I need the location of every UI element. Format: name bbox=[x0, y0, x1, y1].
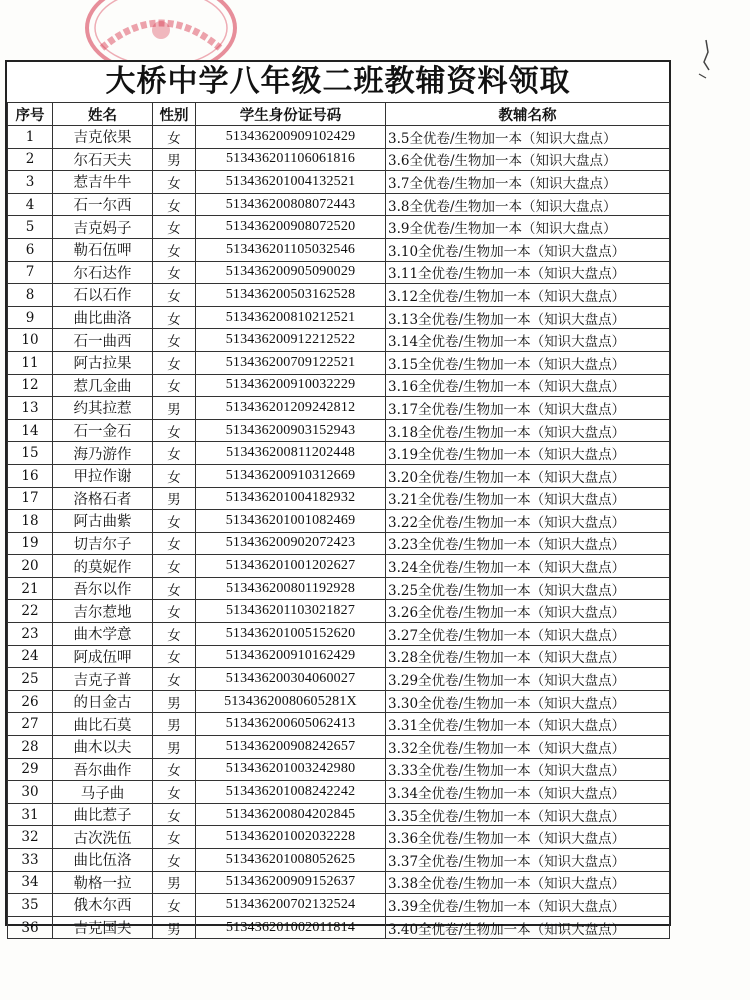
cell-index: 16 bbox=[8, 464, 53, 487]
cell-name: 曲木以夫 bbox=[53, 736, 153, 759]
table-row bbox=[8, 148, 670, 171]
cell-name: 尔石达作 bbox=[53, 261, 153, 284]
table-row bbox=[8, 577, 670, 600]
cell-index: 18 bbox=[8, 510, 53, 533]
cell-id-number: 513436201004132521 bbox=[196, 171, 386, 194]
cell-material: 3.21全优卷/生物加一本（知识大盘点） bbox=[386, 487, 670, 510]
table-row bbox=[8, 871, 670, 894]
cell-gender: 男 bbox=[153, 871, 196, 894]
cell-index: 10 bbox=[8, 329, 53, 352]
cell-id-number: 513436201004182932 bbox=[196, 487, 386, 510]
cell-material: 3.33全优卷/生物加一本（知识大盘点） bbox=[386, 758, 670, 781]
table-row bbox=[8, 916, 670, 939]
cell-name: 洛格石者 bbox=[53, 487, 153, 510]
cell-name: 曲比伍洛 bbox=[53, 849, 153, 872]
table-row bbox=[8, 758, 670, 781]
table-row bbox=[8, 306, 670, 329]
cell-gender: 男 bbox=[153, 690, 196, 713]
cell-index: 13 bbox=[8, 397, 53, 420]
cell-id-number: 513436201005152620 bbox=[196, 623, 386, 646]
cell-index: 3 bbox=[8, 171, 53, 194]
cell-name: 阿古拉果 bbox=[53, 351, 153, 374]
cell-material: 3.7全优卷/生物加一本（知识大盘点） bbox=[386, 171, 670, 194]
cell-material: 3.11全优卷/生物加一本（知识大盘点） bbox=[386, 261, 670, 284]
cell-gender: 女 bbox=[153, 238, 196, 261]
cell-id-number: 513436201008052625 bbox=[196, 849, 386, 872]
cell-id-number: 513436200910312669 bbox=[196, 464, 386, 487]
cell-gender: 男 bbox=[153, 916, 196, 939]
cell-name: 俄木尔西 bbox=[53, 894, 153, 917]
table-row bbox=[8, 668, 670, 691]
cell-id-number: 513436201103021827 bbox=[196, 600, 386, 623]
cell-gender: 女 bbox=[153, 668, 196, 691]
table-row bbox=[8, 193, 670, 216]
cell-name: 吾尔曲作 bbox=[53, 758, 153, 781]
cell-id-number: 513436201001082469 bbox=[196, 510, 386, 533]
table-row bbox=[8, 849, 670, 872]
cell-name: 曲比石莫 bbox=[53, 713, 153, 736]
cell-gender: 男 bbox=[153, 487, 196, 510]
cell-id-number: 513436200912212522 bbox=[196, 329, 386, 352]
cell-material: 3.25全优卷/生物加一本（知识大盘点） bbox=[386, 577, 670, 600]
cell-material: 3.39全优卷/生物加一本（知识大盘点） bbox=[386, 894, 670, 917]
cell-id-number: 513436200909152637 bbox=[196, 871, 386, 894]
table-row bbox=[8, 374, 670, 397]
cell-index: 17 bbox=[8, 487, 53, 510]
cell-material: 3.31全优卷/生物加一本（知识大盘点） bbox=[386, 713, 670, 736]
cell-index: 25 bbox=[8, 668, 53, 691]
cell-material: 3.9全优卷/生物加一本（知识大盘点） bbox=[386, 216, 670, 239]
cell-index: 9 bbox=[8, 306, 53, 329]
cell-gender: 女 bbox=[153, 623, 196, 646]
cell-id-number: 513436200810212521 bbox=[196, 306, 386, 329]
header-id-number: 学生身份证号码 bbox=[196, 103, 386, 126]
table-row bbox=[8, 690, 670, 713]
cell-gender: 男 bbox=[153, 397, 196, 420]
cell-name: 的莫妮作 bbox=[53, 555, 153, 578]
cell-gender: 女 bbox=[153, 284, 196, 307]
ink-mark bbox=[696, 38, 716, 88]
cell-id-number: 513436201002032228 bbox=[196, 826, 386, 849]
cell-index: 34 bbox=[8, 871, 53, 894]
cell-name: 切吉尔子 bbox=[53, 532, 153, 555]
cell-id-number: 513436200909102429 bbox=[196, 126, 386, 149]
header-row bbox=[8, 103, 670, 126]
cell-material: 3.35全优卷/生物加一本（知识大盘点） bbox=[386, 803, 670, 826]
cell-index: 31 bbox=[8, 803, 53, 826]
cell-index: 23 bbox=[8, 623, 53, 646]
table-row bbox=[8, 487, 670, 510]
table-row bbox=[8, 126, 670, 149]
table-row bbox=[8, 713, 670, 736]
cell-gender: 女 bbox=[153, 419, 196, 442]
cell-name: 石一曲西 bbox=[53, 329, 153, 352]
cell-gender: 女 bbox=[153, 894, 196, 917]
table-row bbox=[8, 464, 670, 487]
cell-index: 33 bbox=[8, 849, 53, 872]
cell-material: 3.19全优卷/生物加一本（知识大盘点） bbox=[386, 442, 670, 465]
cell-index: 2 bbox=[8, 148, 53, 171]
cell-name: 的日金古 bbox=[53, 690, 153, 713]
cell-name: 尔石天夫 bbox=[53, 148, 153, 171]
cell-id-number: 51343620080605281X bbox=[196, 690, 386, 713]
cell-gender: 女 bbox=[153, 803, 196, 826]
cell-id-number: 513436201209242812 bbox=[196, 397, 386, 420]
cell-name: 曲比惹子 bbox=[53, 803, 153, 826]
cell-gender: 女 bbox=[153, 532, 196, 555]
table-row bbox=[8, 645, 670, 668]
cell-index: 15 bbox=[8, 442, 53, 465]
cell-name: 石以石作 bbox=[53, 284, 153, 307]
cell-material: 3.38全优卷/生物加一本（知识大盘点） bbox=[386, 871, 670, 894]
cell-name: 吾尔以作 bbox=[53, 577, 153, 600]
cell-gender: 女 bbox=[153, 758, 196, 781]
cell-material: 3.17全优卷/生物加一本（知识大盘点） bbox=[386, 397, 670, 420]
cell-index: 11 bbox=[8, 351, 53, 374]
cell-material: 3.5全优卷/生物加一本（知识大盘点） bbox=[386, 126, 670, 149]
cell-material: 3.22全优卷/生物加一本（知识大盘点） bbox=[386, 510, 670, 533]
cell-material: 3.32全优卷/生物加一本（知识大盘点） bbox=[386, 736, 670, 759]
cell-name: 吉克子普 bbox=[53, 668, 153, 691]
cell-name: 马子曲 bbox=[53, 781, 153, 804]
table-row bbox=[8, 351, 670, 374]
table-row bbox=[8, 555, 670, 578]
table-row bbox=[8, 419, 670, 442]
cell-material: 3.34全优卷/生物加一本（知识大盘点） bbox=[386, 781, 670, 804]
cell-index: 24 bbox=[8, 645, 53, 668]
table-frame bbox=[5, 60, 671, 938]
cell-id-number: 513436200702132524 bbox=[196, 894, 386, 917]
cell-index: 20 bbox=[8, 555, 53, 578]
cell-gender: 女 bbox=[153, 510, 196, 533]
cell-material: 3.37全优卷/生物加一本（知识大盘点） bbox=[386, 849, 670, 872]
document-title: 大桥中学八年级二班教辅资料领取 bbox=[105, 64, 571, 99]
cell-material: 3.27全优卷/生物加一本（知识大盘点） bbox=[386, 623, 670, 646]
roster-table bbox=[7, 102, 670, 939]
cell-id-number: 513436200910032229 bbox=[196, 374, 386, 397]
cell-material: 3.29全优卷/生物加一本（知识大盘点） bbox=[386, 668, 670, 691]
cell-index: 21 bbox=[8, 577, 53, 600]
cell-id-number: 513436200709122521 bbox=[196, 351, 386, 374]
cell-gender: 女 bbox=[153, 464, 196, 487]
cell-material: 3.13全优卷/生物加一本（知识大盘点） bbox=[386, 306, 670, 329]
cell-id-number: 513436200908072520 bbox=[196, 216, 386, 239]
cell-material: 3.10全优卷/生物加一本（知识大盘点） bbox=[386, 238, 670, 261]
cell-gender: 女 bbox=[153, 442, 196, 465]
cell-index: 7 bbox=[8, 261, 53, 284]
cell-gender: 男 bbox=[153, 713, 196, 736]
cell-index: 32 bbox=[8, 826, 53, 849]
header-gender: 性别 bbox=[153, 103, 196, 126]
cell-index: 28 bbox=[8, 736, 53, 759]
cell-material: 3.8全优卷/生物加一本（知识大盘点） bbox=[386, 193, 670, 216]
cell-gender: 女 bbox=[153, 329, 196, 352]
cell-material: 3.28全优卷/生物加一本（知识大盘点） bbox=[386, 645, 670, 668]
cell-material: 3.23全优卷/生物加一本（知识大盘点） bbox=[386, 532, 670, 555]
table-row bbox=[8, 261, 670, 284]
cell-gender: 女 bbox=[153, 849, 196, 872]
cell-material: 3.18全优卷/生物加一本（知识大盘点） bbox=[386, 419, 670, 442]
cell-gender: 女 bbox=[153, 193, 196, 216]
cell-id-number: 513436200902072423 bbox=[196, 532, 386, 555]
cell-name: 阿古曲紫 bbox=[53, 510, 153, 533]
header-name: 姓名 bbox=[53, 103, 153, 126]
cell-index: 29 bbox=[8, 758, 53, 781]
cell-gender: 女 bbox=[153, 577, 196, 600]
cell-name: 勒石伍呷 bbox=[53, 238, 153, 261]
cell-id-number: 513436201003242980 bbox=[196, 758, 386, 781]
cell-id-number: 513436200804202845 bbox=[196, 803, 386, 826]
cell-material: 3.14全优卷/生物加一本（知识大盘点） bbox=[386, 329, 670, 352]
cell-material: 3.16全优卷/生物加一本（知识大盘点） bbox=[386, 374, 670, 397]
cell-name: 约其拉惹 bbox=[53, 397, 153, 420]
cell-gender: 女 bbox=[153, 781, 196, 804]
cell-id-number: 513436200503162528 bbox=[196, 284, 386, 307]
cell-id-number: 513436201008242242 bbox=[196, 781, 386, 804]
cell-material: 3.36全优卷/生物加一本（知识大盘点） bbox=[386, 826, 670, 849]
cell-name: 惹吉牛牛 bbox=[53, 171, 153, 194]
table-row bbox=[8, 532, 670, 555]
cell-name: 阿成伍呷 bbox=[53, 645, 153, 668]
cell-material: 3.6全优卷/生物加一本（知识大盘点） bbox=[386, 148, 670, 171]
cell-name: 勒格一拉 bbox=[53, 871, 153, 894]
header-index: 序号 bbox=[8, 103, 53, 126]
cell-gender: 女 bbox=[153, 600, 196, 623]
cell-material: 3.15全优卷/生物加一本（知识大盘点） bbox=[386, 351, 670, 374]
table-row bbox=[8, 216, 670, 239]
cell-name: 惹几金曲 bbox=[53, 374, 153, 397]
cell-id-number: 513436200903152943 bbox=[196, 419, 386, 442]
cell-id-number: 513436201106061816 bbox=[196, 148, 386, 171]
cell-name: 古次洗伍 bbox=[53, 826, 153, 849]
cell-index: 26 bbox=[8, 690, 53, 713]
table-row bbox=[8, 397, 670, 420]
table-row bbox=[8, 442, 670, 465]
cell-index: 5 bbox=[8, 216, 53, 239]
table-row bbox=[8, 238, 670, 261]
cell-material: 3.24全优卷/生物加一本（知识大盘点） bbox=[386, 555, 670, 578]
cell-gender: 女 bbox=[153, 351, 196, 374]
cell-id-number: 513436201001202627 bbox=[196, 555, 386, 578]
cell-id-number: 513436201002011814 bbox=[196, 916, 386, 939]
cell-index: 4 bbox=[8, 193, 53, 216]
cell-material: 3.20全优卷/生物加一本（知识大盘点） bbox=[386, 464, 670, 487]
cell-gender: 女 bbox=[153, 126, 196, 149]
cell-name: 吉克妈子 bbox=[53, 216, 153, 239]
cell-material: 3.12全优卷/生物加一本（知识大盘点） bbox=[386, 284, 670, 307]
cell-id-number: 513436200605062413 bbox=[196, 713, 386, 736]
cell-index: 1 bbox=[8, 126, 53, 149]
cell-gender: 女 bbox=[153, 171, 196, 194]
cell-id-number: 513436200304060027 bbox=[196, 668, 386, 691]
cell-index: 19 bbox=[8, 532, 53, 555]
table-row bbox=[8, 803, 670, 826]
cell-material: 3.40全优卷/生物加一本（知识大盘点） bbox=[386, 916, 670, 939]
cell-gender: 女 bbox=[153, 645, 196, 668]
cell-index: 6 bbox=[8, 238, 53, 261]
cell-index: 14 bbox=[8, 419, 53, 442]
cell-id-number: 513436200908242657 bbox=[196, 736, 386, 759]
table-row bbox=[8, 510, 670, 533]
cell-id-number: 513436200910162429 bbox=[196, 645, 386, 668]
cell-index: 27 bbox=[8, 713, 53, 736]
cell-material: 3.30全优卷/生物加一本（知识大盘点） bbox=[386, 690, 670, 713]
cell-name: 吉克国夫 bbox=[53, 916, 153, 939]
cell-name: 石一金石 bbox=[53, 419, 153, 442]
cell-id-number: 513436200801192928 bbox=[196, 577, 386, 600]
cell-id-number: 513436200905090029 bbox=[196, 261, 386, 284]
cell-name: 甲拉作谢 bbox=[53, 464, 153, 487]
cell-name: 吉尔惹地 bbox=[53, 600, 153, 623]
cell-id-number: 513436200808072443 bbox=[196, 193, 386, 216]
table-row bbox=[8, 329, 670, 352]
cell-gender: 女 bbox=[153, 826, 196, 849]
table-row bbox=[8, 826, 670, 849]
header-material: 教辅名称 bbox=[386, 103, 670, 126]
cell-index: 12 bbox=[8, 374, 53, 397]
cell-index: 30 bbox=[8, 781, 53, 804]
cell-gender: 女 bbox=[153, 374, 196, 397]
cell-name: 曲比曲洛 bbox=[53, 306, 153, 329]
cell-id-number: 513436201105032546 bbox=[196, 238, 386, 261]
cell-name: 石一尔西 bbox=[53, 193, 153, 216]
cell-index: 36 bbox=[8, 916, 53, 939]
cell-gender: 女 bbox=[153, 306, 196, 329]
table-row bbox=[8, 894, 670, 917]
cell-material: 3.26全优卷/生物加一本（知识大盘点） bbox=[386, 600, 670, 623]
table-row bbox=[8, 736, 670, 759]
cell-name: 曲木学意 bbox=[53, 623, 153, 646]
cell-gender: 男 bbox=[153, 148, 196, 171]
cell-index: 8 bbox=[8, 284, 53, 307]
table-row bbox=[8, 171, 670, 194]
cell-name: 吉克依果 bbox=[53, 126, 153, 149]
cell-index: 35 bbox=[8, 894, 53, 917]
table-row bbox=[8, 781, 670, 804]
cell-name: 海乃游作 bbox=[53, 442, 153, 465]
table-row bbox=[8, 284, 670, 307]
cell-gender: 男 bbox=[153, 736, 196, 759]
table-row bbox=[8, 623, 670, 646]
cell-id-number: 513436200811202448 bbox=[196, 442, 386, 465]
cell-index: 22 bbox=[8, 600, 53, 623]
table-row bbox=[8, 600, 670, 623]
cell-gender: 女 bbox=[153, 261, 196, 284]
cell-gender: 女 bbox=[153, 555, 196, 578]
cell-gender: 女 bbox=[153, 216, 196, 239]
